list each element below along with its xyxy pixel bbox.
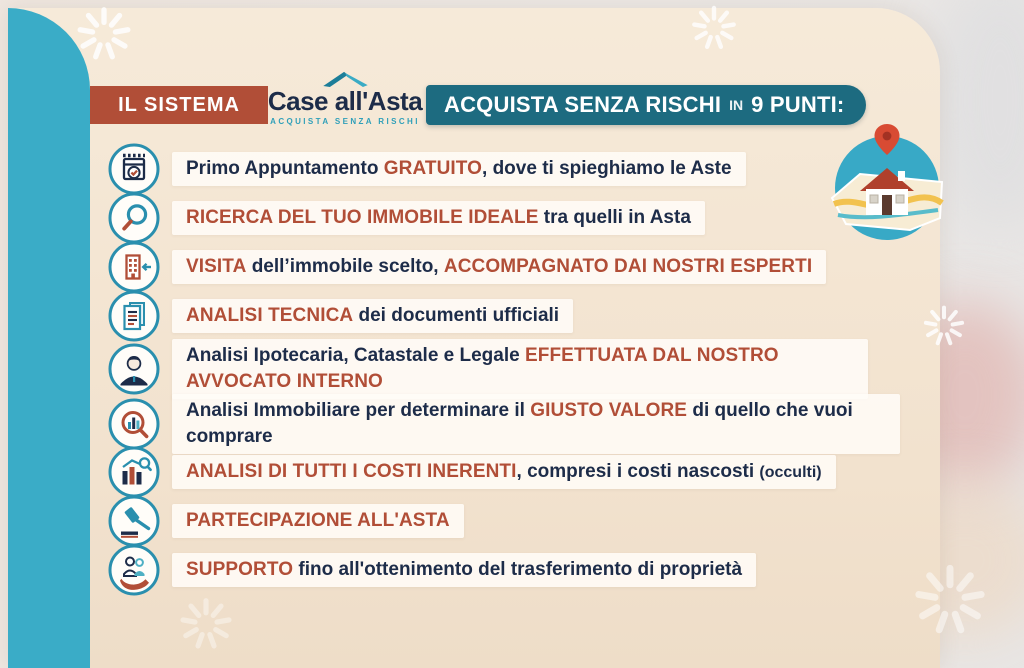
point-text-segment: dei documenti ufficiali bbox=[353, 304, 560, 326]
point-text-segment: EFFETTUATA DAL NOSTRO AVVOCATO INTERNO bbox=[186, 345, 779, 393]
roof-icon bbox=[319, 70, 371, 87]
point-text bbox=[172, 152, 746, 186]
point-text-segment: ANALISI DI TUTTI I COSTI INERENTI bbox=[186, 460, 517, 482]
value-analysis-icon bbox=[108, 398, 160, 450]
title-count: 9 PUNTI: bbox=[751, 92, 845, 117]
point-row-7 bbox=[108, 446, 836, 498]
support-hand-icon bbox=[108, 544, 160, 596]
point-text bbox=[172, 553, 756, 587]
document-analysis-icon bbox=[108, 290, 160, 342]
point-row-4 bbox=[108, 290, 573, 342]
calendar-check-icon bbox=[108, 143, 160, 195]
point-text-segment: ACCOMPAGNATO DAI NOSTRI ESPERTI bbox=[443, 255, 813, 277]
point-text-segment: VISITA bbox=[186, 255, 247, 277]
point-text bbox=[172, 201, 705, 235]
point-text-segment: RICERCA DEL TUO IMMOBILE IDEALE bbox=[186, 206, 539, 228]
title-main: ACQUISTA SENZA RISCHI bbox=[444, 92, 722, 117]
point-text-segment: , dove ti spieghiamo le Aste bbox=[482, 157, 732, 179]
point-text-segment: di quello che vuoi comprare bbox=[186, 400, 853, 448]
gavel-icon bbox=[108, 495, 160, 547]
point-text-segment: PARTECIPAZIONE ALL'ASTA bbox=[186, 509, 450, 531]
case-allasta-logo bbox=[262, 70, 428, 130]
point-text-segment: , compresi i costi nascosti bbox=[516, 460, 760, 482]
point-text-segment: Analisi Ipotecaria, Catastale e Legale bbox=[186, 345, 525, 366]
point-text-segment: GIUSTO VALORE bbox=[530, 400, 688, 421]
building-visit-icon bbox=[108, 241, 160, 293]
point-row-2 bbox=[108, 192, 705, 244]
point-text-segment: dell’immobile scelto, bbox=[246, 255, 444, 277]
point-text-segment: GRATUITO bbox=[383, 157, 483, 179]
logo-tagline-text: ACQUISTA SENZA RISCHI bbox=[270, 117, 420, 127]
costs-analysis-icon bbox=[108, 446, 160, 498]
point-text-segment: ANALISI TECNICA bbox=[186, 304, 354, 326]
point-text bbox=[172, 339, 868, 399]
system-label: IL SISTEMA bbox=[118, 93, 240, 116]
point-row-5 bbox=[108, 339, 868, 399]
point-row-9 bbox=[108, 544, 756, 596]
logo-brand-text: Case all'Asta bbox=[267, 86, 423, 116]
main-title-box bbox=[426, 85, 866, 125]
point-row-1 bbox=[108, 143, 746, 195]
point-text bbox=[172, 299, 573, 333]
point-row-8 bbox=[108, 495, 464, 547]
point-text bbox=[172, 250, 826, 284]
house-on-map-with-pin-illustration bbox=[822, 118, 952, 242]
point-text-segment: Primo Appuntamento bbox=[186, 157, 384, 179]
point-text-segment: fino all'ottenimento del trasferimento di proprietà bbox=[293, 558, 743, 580]
magnifier-icon bbox=[108, 192, 160, 244]
point-text-segment: (occulti) bbox=[759, 463, 822, 481]
point-text bbox=[172, 455, 836, 489]
teal-side-bar bbox=[8, 8, 90, 668]
title-connector: IN bbox=[729, 97, 744, 113]
point-text-segment: Analisi Immobiliare per determinare il bbox=[186, 400, 531, 421]
point-text-segment: tra quelli in Asta bbox=[538, 206, 691, 228]
system-label-box bbox=[90, 86, 268, 124]
point-text-segment: SUPPORTO bbox=[186, 558, 294, 580]
point-text bbox=[172, 504, 464, 538]
lawyer-icon bbox=[108, 343, 160, 395]
point-row-3 bbox=[108, 241, 826, 293]
